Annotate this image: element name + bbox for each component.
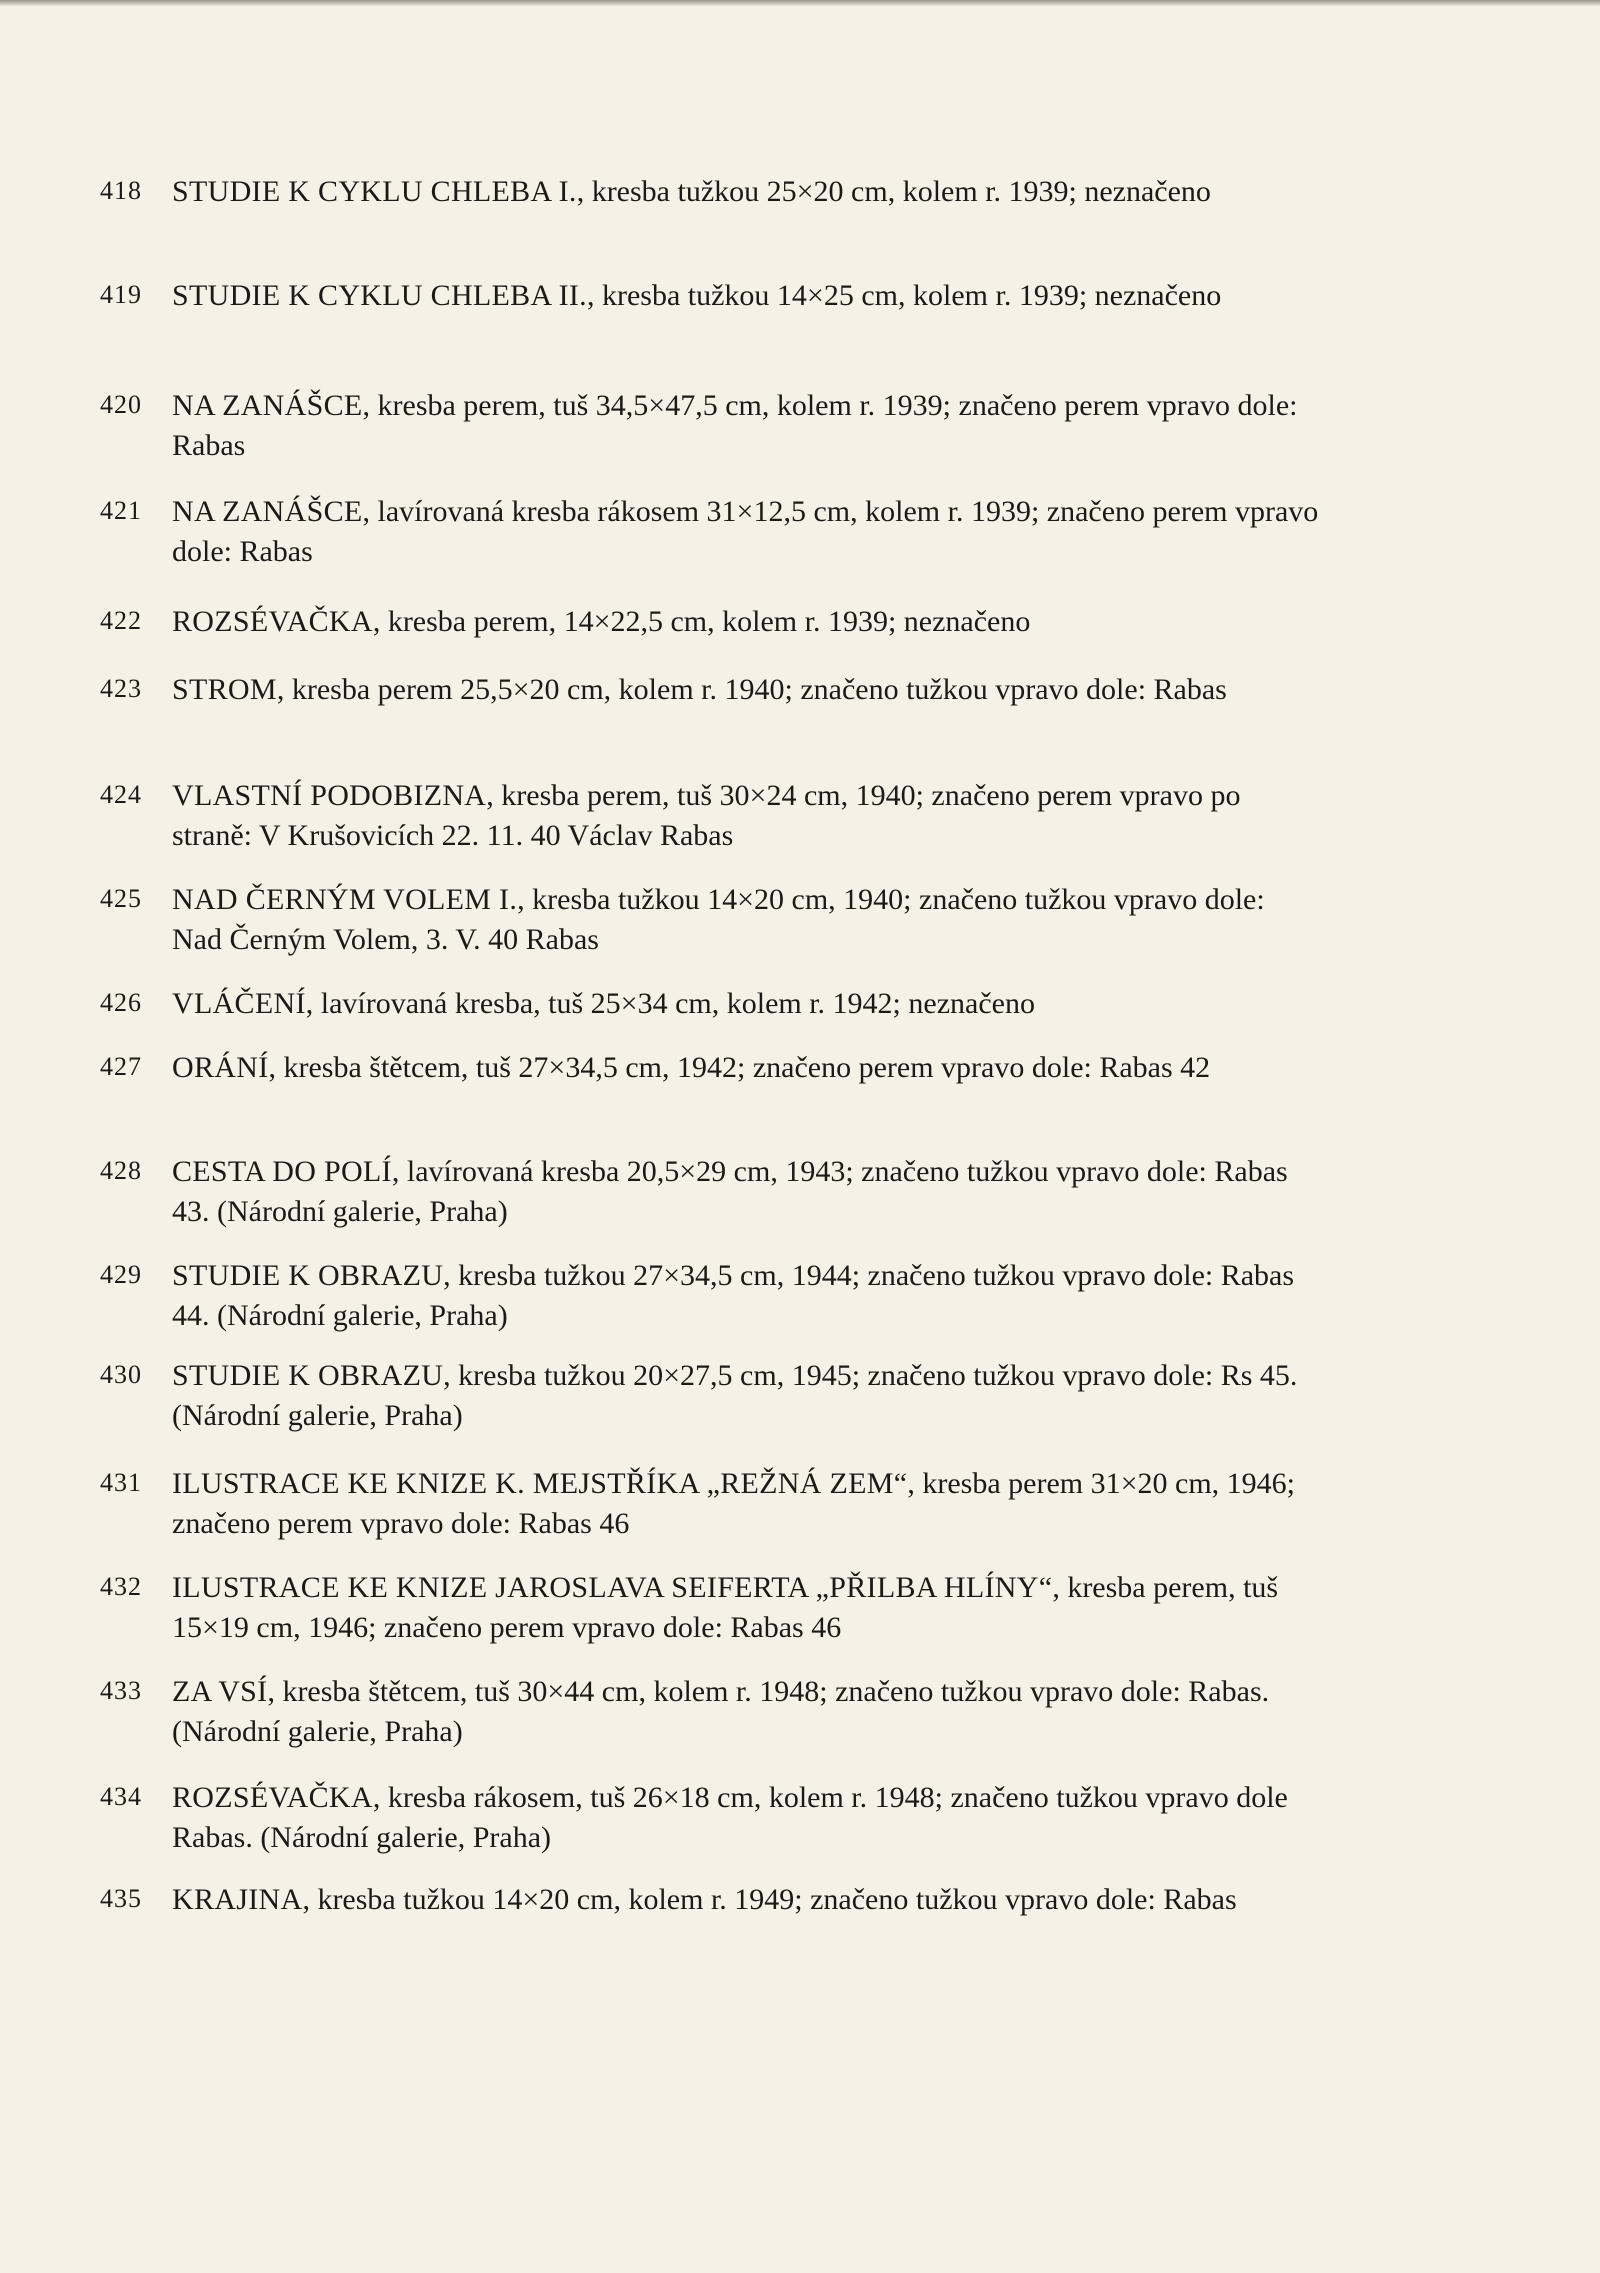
entry-title: STUDIE K CYKLU CHLEBA II.	[172, 279, 587, 312]
entry-text	[172, 492, 1322, 572]
entry-number: 422	[100, 606, 142, 635]
entry-number: 427	[100, 1052, 142, 1081]
entry-title: NAD ČERNÝM VOLEM I.	[172, 883, 518, 916]
entry-text	[172, 1672, 1322, 1752]
entry-description: , kresba tužkou 25×20 cm, kolem r. 1939; neznačeno	[576, 175, 1211, 208]
entry-number: 424	[100, 780, 142, 809]
entry-description: , kresba tužkou 14×20 cm, kolem r. 1949; značeno tužkou vpravo dole: Rabas	[302, 1883, 1237, 1916]
entry-text	[172, 1048, 1322, 1088]
entry-text	[172, 1880, 1322, 1920]
entry-number: 432	[100, 1572, 142, 1601]
entry-description: , kresba perem, tuš 34,5×47,5 cm, kolem r. 1939; značeno perem vpravo dole: Rabas	[172, 389, 1298, 462]
catalog-entry	[100, 1464, 1340, 1554]
entry-text	[172, 1152, 1322, 1232]
entry-text	[172, 172, 1322, 212]
entry-number: 418	[100, 176, 142, 205]
entry-title: STUDIE K CYKLU CHLEBA I.	[172, 175, 577, 208]
entry-title: ILUSTRACE KE KNIZE K. MEJSTŘÍKA „REŽNÁ ZEM“	[172, 1467, 908, 1500]
entry-number: 433	[100, 1676, 142, 1705]
entry-number: 430	[100, 1360, 142, 1389]
entry-text	[172, 386, 1322, 466]
entry-title: KRAJINA	[172, 1883, 303, 1916]
entry-number: 421	[100, 496, 142, 525]
entry-number: 423	[100, 674, 142, 703]
entry-number: 425	[100, 884, 142, 913]
entry-text	[172, 1464, 1322, 1544]
entry-title: STUDIE K OBRAZU	[172, 1359, 444, 1392]
entry-title: STUDIE K OBRAZU	[172, 1259, 444, 1292]
catalog-entry	[100, 1152, 1340, 1242]
catalog-entry	[100, 172, 1340, 262]
catalog-entry	[100, 1672, 1340, 1762]
entry-description: , kresba rákosem, tuš 26×18 cm, kolem r. 1948; značeno tužkou vpravo dole Rabas. (Národní galerie, Praha)	[172, 1781, 1288, 1854]
catalog-entry	[100, 880, 1340, 970]
entry-description: , lavírovaná kresba 20,5×29 cm, 1943; značeno tužkou vpravo dole: Rabas 43. (Národní galerie, Praha)	[172, 1155, 1288, 1228]
entry-number: 428	[100, 1156, 142, 1185]
entry-title: ROZSÉVAČKA	[172, 605, 373, 638]
catalog-entry	[100, 670, 1340, 760]
entry-description: , kresba perem 25,5×20 cm, kolem r. 1940; značeno tužkou vpravo dole: Rabas	[276, 673, 1227, 706]
catalog-entry	[100, 776, 1340, 866]
catalog-entry	[100, 386, 1340, 476]
entry-text	[172, 1778, 1322, 1858]
entry-number: 419	[100, 280, 142, 309]
entry-description: , lavírovaná kresba, tuš 25×34 cm, kolem r. 1942; neznačeno	[305, 987, 1035, 1020]
entry-text	[172, 1356, 1322, 1436]
entry-description: , kresba tužkou 20×27,5 cm, 1945; značeno tužkou vpravo dole: Rs 45. (Národní galerie, Praha)	[172, 1359, 1298, 1432]
entry-number: 429	[100, 1260, 142, 1289]
entry-number: 426	[100, 988, 142, 1017]
entry-number: 434	[100, 1782, 142, 1811]
entry-description: , kresba štětcem, tuš 27×34,5 cm, 1942; značeno perem vpravo dole: Rabas 42	[268, 1051, 1211, 1084]
entry-title: NA ZANÁŠCE	[172, 389, 363, 422]
entry-title: VLÁČENÍ	[172, 987, 306, 1020]
entry-number: 420	[100, 390, 142, 419]
entry-title: ROZSÉVAČKA	[172, 1781, 373, 1814]
entry-text	[172, 602, 1322, 642]
entry-title: ORÁNÍ	[172, 1051, 269, 1084]
entry-title: STROM	[172, 673, 277, 706]
catalog-entry	[100, 276, 1340, 366]
entry-description: , kresba perem, 14×22,5 cm, kolem r. 1939; neznačeno	[372, 605, 1031, 638]
entry-title: NA ZANÁŠCE	[172, 495, 363, 528]
entry-text	[172, 1568, 1322, 1648]
entry-text	[172, 880, 1322, 960]
entry-description: , kresba perem 31×20 cm, 1946; značeno perem vpravo dole: Rabas 46	[172, 1467, 1295, 1540]
catalog-entry	[100, 1356, 1340, 1446]
catalog-entry	[100, 1568, 1340, 1658]
entry-description: , kresba tužkou 14×25 cm, kolem r. 1939; neznačeno	[586, 279, 1222, 312]
entry-description: , lavírovaná kresba rákosem 31×12,5 cm, kolem r. 1939; značeno perem vpravo dole: Rabas	[172, 495, 1319, 568]
entry-title: ILUSTRACE KE KNIZE JAROSLAVA SEIFERTA „PŘILBA HLÍNY“	[172, 1571, 1053, 1604]
entry-description: , kresba tužkou 14×20 cm, 1940; značeno tužkou vpravo dole: Nad Černým Volem, 3. V. 40 Rabas	[172, 883, 1265, 956]
catalog-entry	[100, 1256, 1340, 1346]
entry-title: ZA VSÍ	[172, 1675, 268, 1708]
entry-description: , kresba perem, tuš 30×24 cm, 1940; značeno perem vpravo po straně: V Krušovicích 22. 11. 40 Václav Rabas	[172, 779, 1241, 852]
catalog-entry	[100, 1048, 1340, 1138]
entry-text	[172, 670, 1322, 710]
catalog-entry	[100, 1778, 1340, 1868]
entry-description: , kresba perem, tuš 15×19 cm, 1946; značeno perem vpravo dole: Rabas 46	[172, 1571, 1279, 1644]
entry-number: 431	[100, 1468, 142, 1497]
entry-text	[172, 776, 1322, 856]
entry-text	[172, 276, 1322, 316]
entry-description: , kresba štětcem, tuš 30×44 cm, kolem r. 1948; značeno tužkou vpravo dole: Rabas. (Národní galerie, Praha)	[172, 1675, 1270, 1748]
catalog-entry	[100, 1880, 1340, 1970]
catalog-entry	[100, 492, 1340, 582]
entry-title: VLASTNÍ PODOBIZNA	[172, 779, 487, 812]
entry-number: 435	[100, 1884, 142, 1913]
entry-text	[172, 984, 1322, 1024]
entry-text	[172, 1256, 1322, 1336]
entry-description: , kresba tužkou 27×34,5 cm, 1944; značeno tužkou vpravo dole: Rabas 44. (Národní galerie, Praha)	[172, 1259, 1295, 1332]
entry-title: CESTA DO POLÍ	[172, 1155, 392, 1188]
